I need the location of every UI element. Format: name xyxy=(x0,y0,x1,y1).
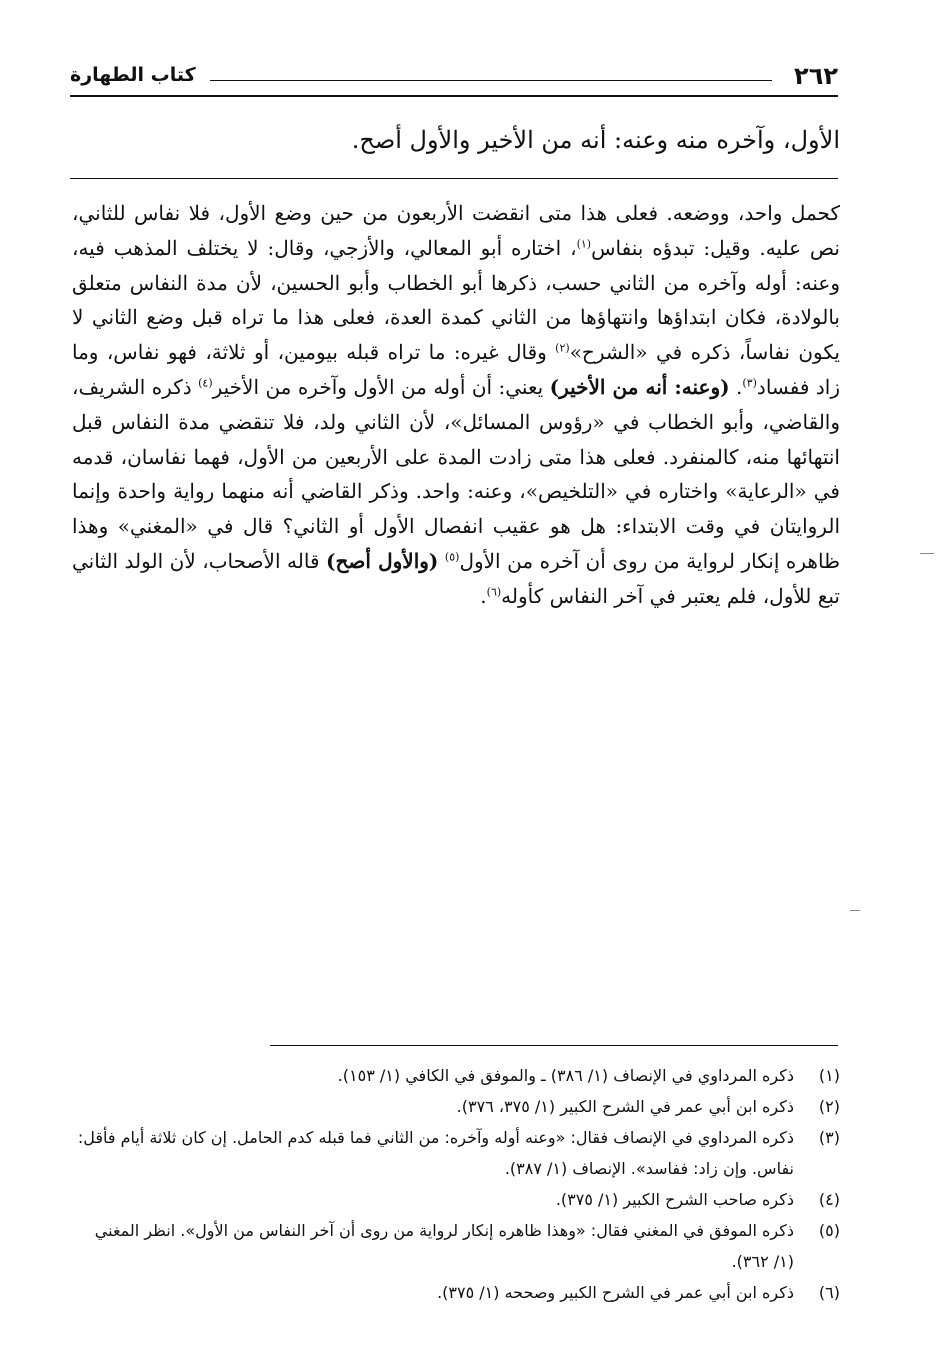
commentary-segment: كحمل واحد، ووضعه. فعلى هذا متى انقضت الأربعون من حين وضع الأول، فلا نفاس للثاني، نص عليه. وقيل: تبدؤه بنفاس xyxy=(72,201,840,260)
footnote-ref[interactable]: (١) xyxy=(576,237,592,251)
footnote-number: (٦) xyxy=(818,1283,840,1302)
footnote-ref[interactable]: (٣) xyxy=(742,376,757,390)
footnotes xyxy=(72,1060,840,1308)
scan-mark xyxy=(920,553,934,554)
footnote-number: (٢) xyxy=(818,1097,840,1116)
footnote-number: (٤) xyxy=(818,1190,840,1209)
commentary-segment: . xyxy=(729,374,743,399)
matn-quote: (والأول أصح) xyxy=(326,548,439,573)
matn-text: الأول، وآخره منه وعنه: أنه من الأخير والأول أصح. xyxy=(351,126,840,154)
book-title: كتاب الطهارة xyxy=(70,64,196,86)
footnote xyxy=(72,1122,840,1184)
matn-separator xyxy=(70,178,838,179)
running-header xyxy=(70,62,838,96)
header-rule-thin xyxy=(210,80,772,81)
footnote-text: ذكره المرداوي في الإنصاف فقال: «وعنه أوله وآخره: من الثاني فما قبله كدم الحامل. إن كان ثلاثة أيام فأقل: نفاس. وإن زاد: ففاسد». الإنصاف (١/ ٣٨٧). xyxy=(77,1128,794,1178)
footnote-text: ذكره ابن أبي عمر في الشرح الكبير وصححه (١/ ٣٧٥). xyxy=(437,1283,794,1302)
scan-mark xyxy=(850,910,860,911)
footnote-number: (٥) xyxy=(818,1221,840,1240)
footnote-ref[interactable]: (٥) xyxy=(444,550,460,564)
commentary-segment: قاله الأصحاب، لأن الولد الثاني تبع للأول، فلم يعتبر في آخر النفاس كأوله xyxy=(72,548,840,608)
footnote xyxy=(72,1091,840,1122)
footnote-text: ذكره المرداوي في الإنصاف (١/ ٣٨٦) ـ والموفق في الكافي (١/ ١٥٣). xyxy=(337,1066,794,1085)
matn-quote: (وعنه: أنه من الأخير) xyxy=(549,374,730,399)
footnote-text: ذكره ابن أبي عمر في الشرح الكبير (١/ ٣٧٥، ٣٧٦). xyxy=(456,1097,794,1116)
footnote xyxy=(72,1184,840,1215)
footnote-ref[interactable]: (٢) xyxy=(555,341,570,355)
footnote-ref[interactable]: (٤) xyxy=(198,376,213,390)
footnote xyxy=(72,1277,840,1308)
footnote xyxy=(72,1215,840,1277)
header-rule xyxy=(70,95,838,97)
footnote-number: (١) xyxy=(818,1066,840,1085)
footnote-number: (٣) xyxy=(818,1128,840,1147)
footnote-separator xyxy=(270,1045,838,1046)
commentary-segment: ، اختاره أبو المعالي، والأزجي، وقال: لا يختلف المذهب فيه، وعنه: أوله وآخره من الثاني حسب، ذكرها أبو الخطاب وأبو الحسين، لأن مدة النفاس متعلق بالولادة، فكان ابتداؤها وانتهاؤها من الثاني كمدة العدة، فعلى هذا ما تراه قبل وضع الثاني لا يكون نفاساً، ذكره في «الشرح» xyxy=(72,235,840,365)
footnote xyxy=(72,1060,840,1091)
page-number: ٢٦٢ xyxy=(794,62,838,90)
commentary-segment: وقال غيره: ما تراه قبله بيومين، أو ثلاثة، فهو نفاس، وما زاد ففساد xyxy=(72,340,841,399)
commentary-body xyxy=(72,196,840,614)
commentary-segment: يعني: أن أوله من الأول وآخره من الأخير xyxy=(212,374,550,399)
footnote-ref[interactable]: (٦) xyxy=(486,585,502,599)
footnote-text: ذكره صاحب الشرح الكبير (١/ ٣٧٥). xyxy=(555,1190,794,1209)
commentary-segment: ذكره الشريف، والقاضي، وأبو الخطاب في «رؤوس المسائل»، لأن الثاني ولد، فلا تنقضي مدة النفاس قبل انتهائها منه، كالمنفرد. فعلى هذا متى زادت المدة على الأربعين من الأول، فهما نفاسان، قدمه في «الرعاية» واختاره في «التلخيص»، وعنه: واحد. وذكر القاضي أنه منهما رواية واحدة وإنما الروايتان في وقت الابتداء: هل هو عقيب انفصال الأول أو الثاني؟ قال في «المغني» وهذا ظاهره إنكار لرواية من روى أن آخره من الأول xyxy=(72,374,840,573)
commentary-segment: . xyxy=(480,583,487,608)
footnote-text: ذكره الموفق في المغني فقال: «وهذا ظاهره إنكار لرواية من روى أن آخر النفاس من الأول». انظر المغني (١/ ٣٦٢). xyxy=(94,1221,794,1271)
